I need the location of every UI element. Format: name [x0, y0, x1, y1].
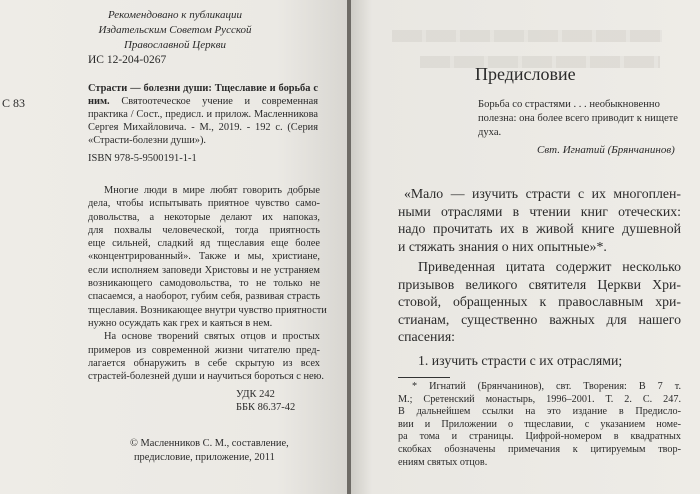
footnote-line: В дальнейшем ссылки на это издание в Предисло-	[398, 406, 681, 418]
footnote-line: * Игнатий (Брянчанинов), свт. Творения: В 7 т.	[412, 381, 681, 392]
paragraph-line: спасения:	[398, 329, 455, 345]
isbn: ISBN 978-5-9500191-1-1	[88, 153, 197, 164]
copyright-line-2: предисловие, приложение, 2011	[134, 452, 275, 463]
footnote-line: М.; Сретенский монастырь, 1996–2001. Т. 2. С. 247.	[398, 393, 681, 405]
udk-code: УДК 242	[236, 389, 275, 400]
paragraph-line: стианам, существенно важных для нашего	[398, 311, 681, 327]
list-item: 1. изучить страсти с их отраслями;	[418, 353, 623, 368]
bbk-code: ББК 86.37-42	[236, 402, 296, 413]
biblio-details: Святоотеческое учение и современная практика / Сост., предисл. и прилож. Масленникова Сергея Михайловича. - М., 2019. - 192 с. (Серия «Страсти-болезни души»).	[88, 96, 318, 146]
annotation-line: Многие люди в мире любят говорить добрые	[104, 185, 320, 196]
paragraph-main	[398, 258, 681, 346]
paragraph-line: надо прочитать их в живой книге душевной	[398, 221, 681, 237]
footnote-line: ра тома и страницы. Цифрой-номером в квадратных	[398, 431, 681, 443]
paragraph-line: призывов великого святителя Церкви Хри-	[398, 276, 681, 292]
annotation-line: нужно осуждать как грех и каяться в нем.	[88, 317, 273, 329]
copyright	[130, 437, 347, 465]
paragraph-line: стовой, обращенных к православным хри-	[398, 294, 681, 310]
annotation-line: дела, чтобы испытывать приятное чувство само-	[88, 198, 320, 210]
footnote-line: вии и Приложении о тщеславии, с указанием номе-	[398, 418, 681, 430]
annotation-line: На основе творений святых отцов и простых	[104, 331, 320, 343]
paragraph-line: и стяжать знания о них опытные»*.	[398, 238, 607, 254]
library-code: С 83	[2, 96, 26, 110]
annotation-line: для похвалы человеческой, тогда приятность	[88, 224, 320, 236]
annotation-line: «концентрированный». Также и мы, христиане,	[88, 251, 320, 263]
paragraph-line: Приведенная цитата содержит несколько	[418, 259, 681, 274]
annotation-line: еще сильней, сладкий яд тщеславия еще более	[88, 238, 320, 250]
annotation-line: примеров из современной жизни читателю пред-	[88, 344, 320, 356]
bibliographic-record	[88, 82, 318, 147]
council-code: ИС 12-204-0267	[88, 54, 167, 66]
annotation-line: страстей-болезней души и научиться бороться с нею.	[88, 371, 325, 383]
epigraph-author: Свт. Игнатий (Брянчанинов)	[537, 144, 675, 156]
paragraph-line: «Мало — изучить страсти с их многоплен-	[404, 186, 681, 201]
copyright-line-1: © Масленников С. М., составление,	[130, 438, 289, 449]
annotation-line: лагается обнаружить в себе скрытую из всех	[88, 357, 320, 369]
annotation-line: спасаемся, а наоборот, губим себя, развивая страсть	[88, 291, 320, 303]
annotation-line: если исполняем заповеди Христовы и не устраняем	[88, 264, 320, 276]
annotation-line: тщеславия. Возникающее внутри чувство приятности	[88, 304, 327, 316]
biblio-title: Страсти — болезни души: Тщеславие и борьба с ним.	[88, 83, 318, 107]
paragraph-quote	[398, 185, 681, 255]
footnote-rule	[398, 377, 450, 378]
left-page	[0, 0, 347, 494]
annotation-line: возникающего самодовольства, то не только не	[88, 278, 320, 290]
footnote-line: ениям святых отцов.	[398, 456, 488, 468]
page-title: Предисловие	[475, 64, 576, 84]
annotation	[88, 184, 327, 383]
recommendation-line-3: Православной Церкви	[123, 39, 227, 51]
paragraph-line: ными отраслями в чтении книг отеческих:	[398, 203, 681, 219]
footnote-line: скобках обозначены примечания к цитируемым твор-	[398, 443, 681, 455]
epigraph: Борьба со страстями . . . необыкновенно полезна: она более всего приводит к нищете духа.	[478, 99, 679, 138]
annotation-line: довольства, а некоторые делают их напоказ,	[88, 211, 320, 223]
recommendation-line-1: Рекомендовано к публикации	[107, 9, 243, 21]
show-through-text	[392, 30, 662, 42]
recommendation-line-2: Издательским Советом Русской	[98, 24, 252, 36]
footnote	[398, 381, 681, 469]
